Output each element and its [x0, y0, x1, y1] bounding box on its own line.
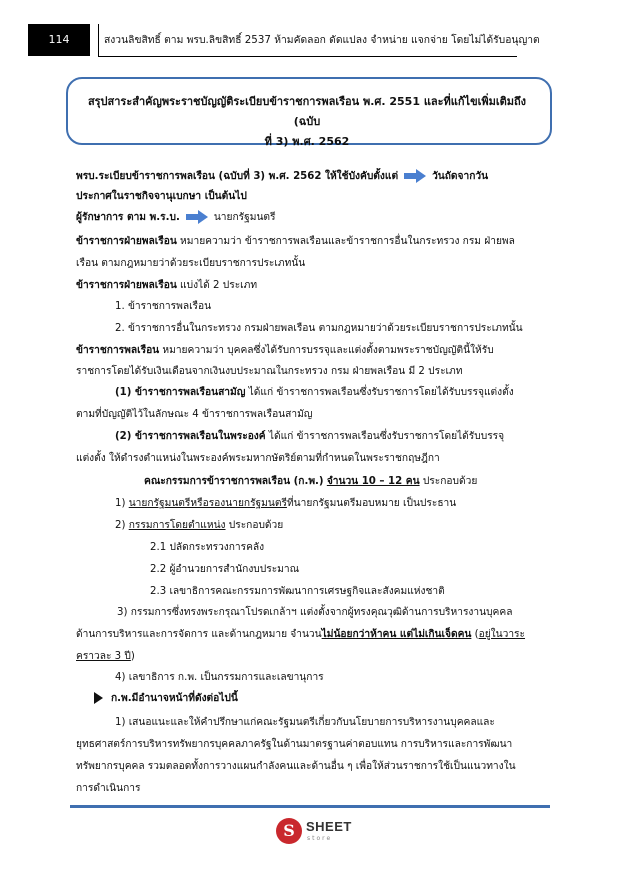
definition: หมายความว่า ข้าราชการพลเรือนและข้าราชการอื่นในกระทรวง กรม ฝ่ายพล — [176, 236, 515, 247]
list-item: 1) เสนอแนะและให้คำปรึกษาแก่คณะรัฐมนตรีเกี่ยวกับนโยบายการบริหารงานบุคคลและ — [115, 717, 495, 728]
effective-text: พรบ.ระเบียบข้าราชการพลเรือน (ฉบับที่ 3) พ.ศ. 2562 ให้ใช้บังคับตั้งแต่ — [76, 171, 399, 182]
minister-value: นายกรัฐมนตรี — [213, 212, 276, 223]
title-line-1: สรุปสาระสำคัญพระราชบัญญัติระเบียบข้าราชการพลเรือน พ.ศ. 2551 และที่แก้ไขเพิ่มเติมถึง (ฉบับ — [87, 95, 527, 128]
para-type-2 — [115, 430, 504, 444]
definition: หมายความว่า บุคคลซึ่งได้รับการบรรจุและแต่งตั้งตามพระราชบัญญัตินี้ให้รับ — [159, 345, 494, 356]
definition: แบ่งได้ 2 ประเภท — [176, 280, 258, 291]
footer-divider — [70, 805, 550, 808]
term-note: คราวละ 3 ปี — [76, 651, 131, 662]
committee-name: คณะกรรมการข้าราชการพลเรือน (ก.พ.) — [144, 476, 324, 487]
item-text: ด้านการบริหารและการจัดการ และด้านกฎหมาย จำนวน — [76, 629, 322, 640]
para-minister — [76, 210, 276, 225]
term: ข้าราชการพลเรือน — [76, 345, 160, 356]
term: ข้าราชการฝ่ายพลเรือน — [76, 236, 177, 247]
definition: ได้แก่ ข้าราชการพลเรือนซึ่งรับราชการโดยได้รับบรรจุ — [265, 431, 505, 442]
sub-list-item: 2.2 ผู้อำนวยการสำนักงบประมาณ — [150, 564, 300, 575]
para-line: ราชการโดยได้รับเงินเดือนจากเงินงบประมาณในกระทรวง กรม ฝ่ายพลเรือน มี 2 ประเภท — [76, 366, 463, 377]
term-note: อยู่ในวาระ — [478, 629, 526, 640]
list-item: 3) กรรมการซึ่งทรงพระกรุณาโปรดเกล้าฯ แต่งตั้งจากผู้ทรงคุณวุฒิด้านการบริหารงานบุคคล — [117, 607, 513, 618]
committee-heading — [144, 475, 477, 489]
committee-suffix: ประกอบด้วย — [419, 476, 478, 487]
minister-label: ผู้รักษาการ ตาม พ.ร.บ. — [76, 212, 180, 223]
para-line — [76, 628, 525, 642]
logo-letter: S — [283, 821, 295, 840]
arrow-right-icon — [186, 210, 208, 224]
list-item: 2. ข้าราชการอื่นในกระทรวง กรมฝ่ายพลเรือน ตามกฎหมายว่าด้วยระเบียบราชการประเภทนั้น — [115, 323, 523, 334]
term: (2) ข้าราชการพลเรือนในพระองค์ — [115, 431, 266, 442]
effective-date-text: วันถัดจากวัน — [432, 171, 489, 182]
para-line: ยุทธศาสตร์การบริหารทรัพยากรบุคคลภาครัฐในด้านมาตรฐานค่าตอบแทน การบริหารและการพัฒนา — [76, 739, 513, 750]
item-emphasis: กรรมการโดยตำแหน่ง — [128, 520, 226, 531]
list-item: 1. ข้าราชการพลเรือน — [115, 301, 212, 312]
para-line: ทรัพยากรบุคคล รวมตลอดทั้งการวางแผนกำลังคนและด้านอื่น ๆ เพื่อให้ส่วนราชการใช้เป็นแนวทางใน — [76, 761, 516, 772]
document-title — [78, 92, 536, 152]
copyright-notice: สงวนลิขสิทธิ์ ตาม พรบ.ลิขสิทธิ์ 2537 ห้ามคัดลอก ดัดแปลง จำหน่าย แจกจ่าย โดยไม่ได้รับอนุญาต — [104, 34, 540, 46]
paren-open: ( — [471, 629, 479, 640]
para-types — [76, 279, 257, 293]
logo-mark — [276, 818, 302, 844]
item-number: 1) — [115, 498, 129, 509]
list-item — [115, 497, 456, 511]
list-item: 4) เลขาธิการ ก.พ. เป็นกรรมการและเลขานุการ — [115, 672, 324, 683]
logo-subtext: store — [307, 835, 333, 842]
para-line: แต่งตั้ง ให้ดำรงตำแหน่งในพระองค์พระมหากษัตริย์ตามที่กำหนดในพระราชกฤษฎีกา — [76, 453, 440, 464]
term: (1) ข้าราชการพลเรือนสามัญ — [115, 387, 246, 398]
powers-heading-text: ก.พ.มีอำนาจหน้าที่ดังต่อไปนี้ — [111, 693, 238, 704]
para-line: การดำเนินการ — [76, 783, 141, 794]
para-gazette: ประกาศในราชกิจจานุเบกษา เป็นต้นไป — [76, 191, 247, 202]
page-number: 114 — [28, 24, 90, 56]
para-line: ตามที่บัญญัติไว้ในลักษณะ 4 ข้าราชการพลเรือนสามัญ — [76, 409, 313, 420]
item-text: ประกอบด้วย — [225, 520, 284, 531]
item-emphasis: ไม่น้อยกว่าห้าคน แต่ไม่เกินเจ็ดคน — [321, 629, 472, 640]
sub-list-item: 2.3 เลขาธิการคณะกรรมการพัฒนาการเศรษฐกิจและสังคมแห่งชาติ — [150, 586, 445, 597]
item-emphasis: นายกรัฐมนตรีหรือรองนายกรัฐมนตรี — [128, 498, 287, 509]
definition: ได้แก่ ข้าราชการพลเรือนซึ่งรับราชการโดยได้รับบรรจุแต่งตั้ง — [245, 387, 514, 398]
logo-wordmark: SHEET — [306, 819, 352, 834]
arrow-right-icon — [404, 169, 426, 183]
para-line: เรือน ตามกฎหมายว่าด้วยระเบียบราชการประเภทนั้น — [76, 258, 306, 269]
list-item — [115, 519, 283, 533]
committee-count: จำนวน 10 – 12 คน — [326, 476, 420, 487]
para-type-1 — [115, 386, 514, 400]
powers-heading — [94, 692, 238, 706]
item-text: ที่นายกรัฐมนตรีมอบหมาย เป็นประธาน — [286, 498, 457, 509]
para-line — [76, 650, 135, 664]
item-number: 2) — [115, 520, 129, 531]
sub-list-item: 2.1 ปลัดกระทรวงการคลัง — [150, 542, 265, 553]
para-civil-def — [76, 235, 515, 249]
term: ข้าราชการฝ่ายพลเรือน — [76, 280, 177, 291]
sheet-store-logo — [276, 816, 366, 846]
para-effective-date — [76, 169, 488, 184]
title-line-2: ที่ 3) พ.ศ. 2562 — [264, 135, 350, 148]
para-civil-servant — [76, 344, 494, 358]
paren-close: ) — [130, 651, 135, 662]
arrow-bullet-icon — [94, 692, 103, 704]
